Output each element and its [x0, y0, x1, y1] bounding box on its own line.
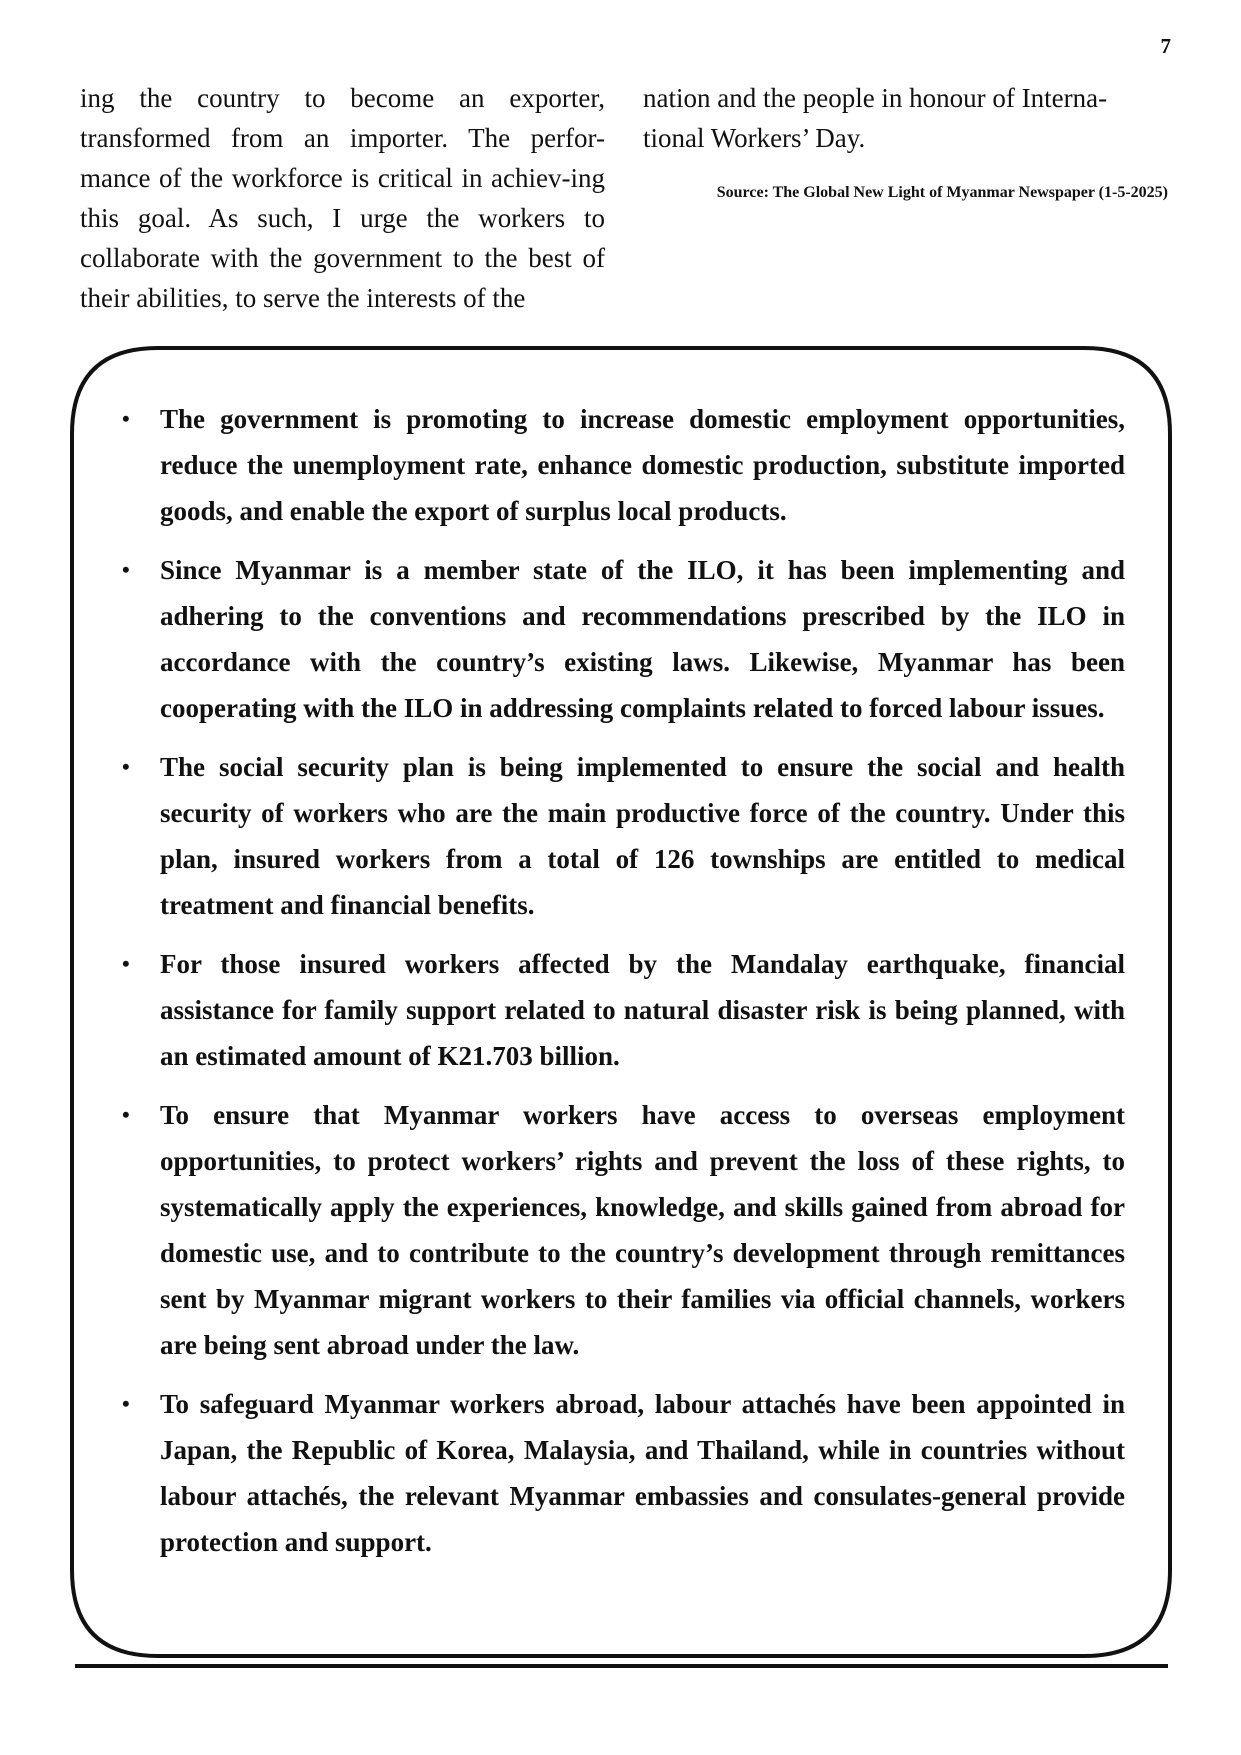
left-text-column [80, 78, 605, 318]
source-citation: Source: The Global New Light of Myanmar Newspaper (1-5-2025) [716, 184, 1168, 201]
bullet-icon: • [122, 1102, 130, 1127]
list-item [113, 1092, 1125, 1368]
list-item-text: To ensure that Myanmar workers have access to overseas employment opportunities, to protect workers’ rights and prevent the loss of these rights, to systematically apply the experiences, knowledge, and skills gained from abroad for domestic use, and to contribute to the country’s development through remittances sent by Myanmar migrant workers to their families via official channels, workers are being sent abroad under the law. [160, 1100, 1125, 1360]
bullet-icon: • [122, 406, 130, 431]
list-item-text: Since Myanmar is a member state of the ILO, it has been implementing and adhering to the conventions and recommendations prescribed by the ILO in accordance with the country’s existing laws. Likewise, Myanmar has been cooperating with the ILO in addressing complaints related to forced labour issues. [160, 555, 1125, 723]
right-text-column [643, 78, 1168, 204]
left-column-paragraph: ing the country to become an exporter, transformed from an importer. The perfor-mance of the workforce is critical in achiev-ing this goal. As such, I urge the workers to collaborate with the government to the best of their abilities, to serve the interests of the [80, 83, 605, 313]
bullet-icon: • [122, 754, 130, 779]
list-item [113, 744, 1125, 928]
right-column-paragraph: nation and the people in honour of Interna-tional Workers’ Day. [643, 83, 1108, 153]
key-points-list [113, 396, 1125, 1565]
list-item-text: For those insured workers affected by the Mandalay earthquake, financial assistance for family support related to natural disaster risk is being planned, with an estimated amount of K21.703 billion. [160, 949, 1125, 1071]
list-item [113, 396, 1125, 534]
list-item-text: To safeguard Myanmar workers abroad, labour attachés have been appointed in Japan, the Republic of Korea, Malaysia, and Thailand, while in countries without labour attachés, the relevant Myanmar embassies and consulates-general provide protection and support. [160, 1389, 1125, 1557]
list-item [113, 1381, 1125, 1565]
page-number: 7 [1160, 34, 1171, 58]
list-item [113, 547, 1125, 731]
bullet-icon: • [122, 1391, 130, 1416]
list-item-text: The government is promoting to increase domestic employment opportunities, reduce the unemployment rate, enhance domestic production, substitute imported goods, and enable the export of surplus local products. [160, 404, 1125, 526]
bullet-icon: • [122, 951, 130, 976]
list-item-text: The social security plan is being implemented to ensure the social and health security of workers who are the main productive force of the country. Under this plan, insured workers from a total of 126 townships are entitled to medical treatment and financial benefits. [160, 752, 1125, 920]
highlight-box [113, 396, 1125, 1578]
bottom-divider [75, 1664, 1168, 1668]
list-item [113, 941, 1125, 1079]
bullet-icon: • [122, 557, 130, 582]
